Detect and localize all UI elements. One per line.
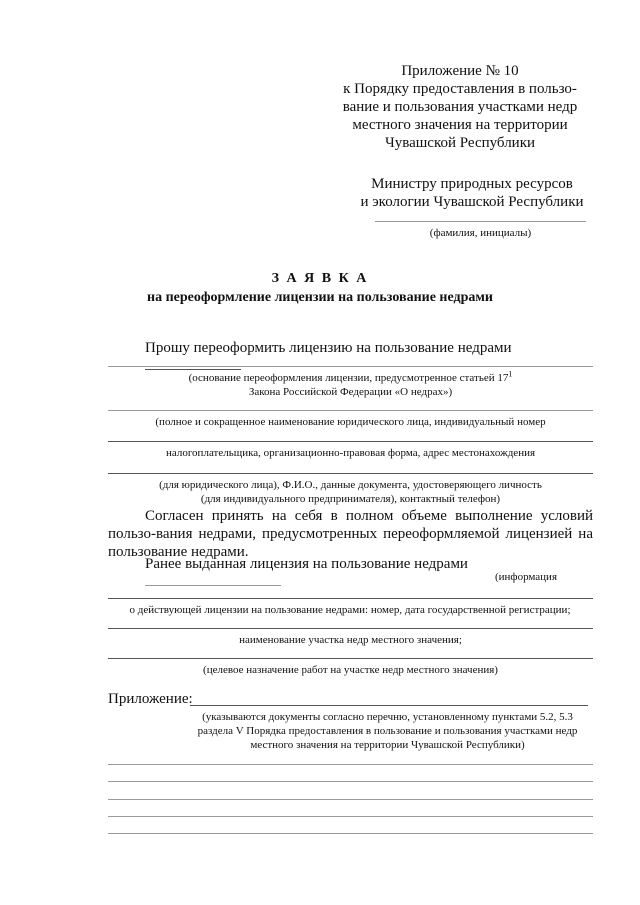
attachment-line[interactable] bbox=[108, 764, 593, 765]
attachment-line[interactable] bbox=[108, 781, 593, 782]
addressee-block bbox=[352, 175, 592, 211]
appendix-number: Приложение № 10 bbox=[401, 63, 519, 79]
attachment-hint-line: раздела V Порядка предоставления в пользование и пользования участками недр bbox=[197, 725, 578, 737]
applicant-line[interactable] bbox=[108, 410, 593, 411]
agreement-paragraph: Согласен принять на себя в полном объеме выполнение условий пользо-вания недрами, предусмотренных переоформляемой лицензией на пользование недрами. bbox=[108, 508, 593, 560]
applicant-hint-line: (для индивидуального предпринимателя), контактный телефон) bbox=[200, 493, 501, 505]
appendix-ref-line: к Порядку предоставления в пользо- bbox=[343, 81, 577, 97]
request-basis-field[interactable] bbox=[145, 369, 241, 370]
request-text: Прошу переоформить лицензию на пользование недрами bbox=[145, 340, 512, 356]
applicant-line[interactable] bbox=[108, 473, 593, 474]
basis-hint bbox=[108, 371, 593, 399]
info-hint: (информация bbox=[495, 571, 557, 583]
info-hint: (целевое назначение работ на участке недр местного значения) bbox=[203, 664, 498, 676]
applicant-hint-line: (для юридического лица), Ф.И.О., данные документа, удостоверяющего личность bbox=[159, 479, 542, 491]
footnote-superscript: 1 bbox=[508, 369, 513, 379]
appendix-ref-line: вание и пользования участками недр bbox=[342, 99, 578, 115]
basis-line[interactable] bbox=[108, 366, 593, 367]
attachment-hint-line: (указываются документы согласно перечню, установленному пунктами 5.2, 5.3 bbox=[202, 711, 573, 723]
appendix-ref-line: местного значения на территории bbox=[352, 117, 568, 133]
addressee-name-hint: (фамилия, инициалы) bbox=[429, 227, 532, 239]
attachment-hint-line: местного значения на территории Чувашской Республики) bbox=[250, 739, 525, 751]
attachment-line[interactable] bbox=[190, 705, 588, 706]
attachment-line[interactable] bbox=[108, 816, 593, 817]
info-line[interactable] bbox=[108, 628, 593, 629]
basis-hint-line: Закона Российской Федерации «О недрах») bbox=[248, 386, 453, 398]
attachment-line[interactable] bbox=[108, 799, 593, 800]
applicant-hint bbox=[108, 478, 593, 506]
prev-license-field[interactable] bbox=[145, 585, 281, 586]
info-hint: о действующей лицензии на пользование недрами: номер, дата государственной регистрации; bbox=[129, 604, 571, 616]
applicant-hint: (полное и сокращенное наименование юридического лица, индивидуальный номер bbox=[155, 416, 546, 428]
addressee-line: Министру природных ресурсов bbox=[371, 176, 573, 192]
appendix-header bbox=[340, 62, 580, 152]
applicant-line[interactable] bbox=[108, 441, 593, 442]
appendix-ref-line: Чувашской Республики bbox=[384, 135, 536, 151]
applicant-hint: налогоплательщика, организационно-правовая форма, адрес местонахождения bbox=[165, 447, 536, 459]
info-hint: наименование участка недр местного значения; bbox=[239, 634, 462, 646]
document-title: З А Я В К А bbox=[271, 271, 369, 286]
attachment-label: Приложение: bbox=[108, 691, 193, 707]
info-line[interactable] bbox=[108, 598, 593, 599]
addressee-line: и экологии Чувашской Республики bbox=[360, 194, 584, 210]
addressee-name-line[interactable] bbox=[375, 221, 586, 222]
request-line bbox=[145, 339, 595, 375]
attachment-line[interactable] bbox=[108, 833, 593, 834]
basis-hint-line: (основание переоформления лицензии, предусмотренное статьей 17 bbox=[188, 372, 509, 384]
attachment-hint bbox=[170, 710, 605, 752]
info-line[interactable] bbox=[108, 658, 593, 659]
prev-license-text: Ранее выданная лицензия на пользование недрами bbox=[145, 556, 468, 572]
document-subtitle: на переоформление лицензии на пользование недрами bbox=[147, 290, 493, 305]
